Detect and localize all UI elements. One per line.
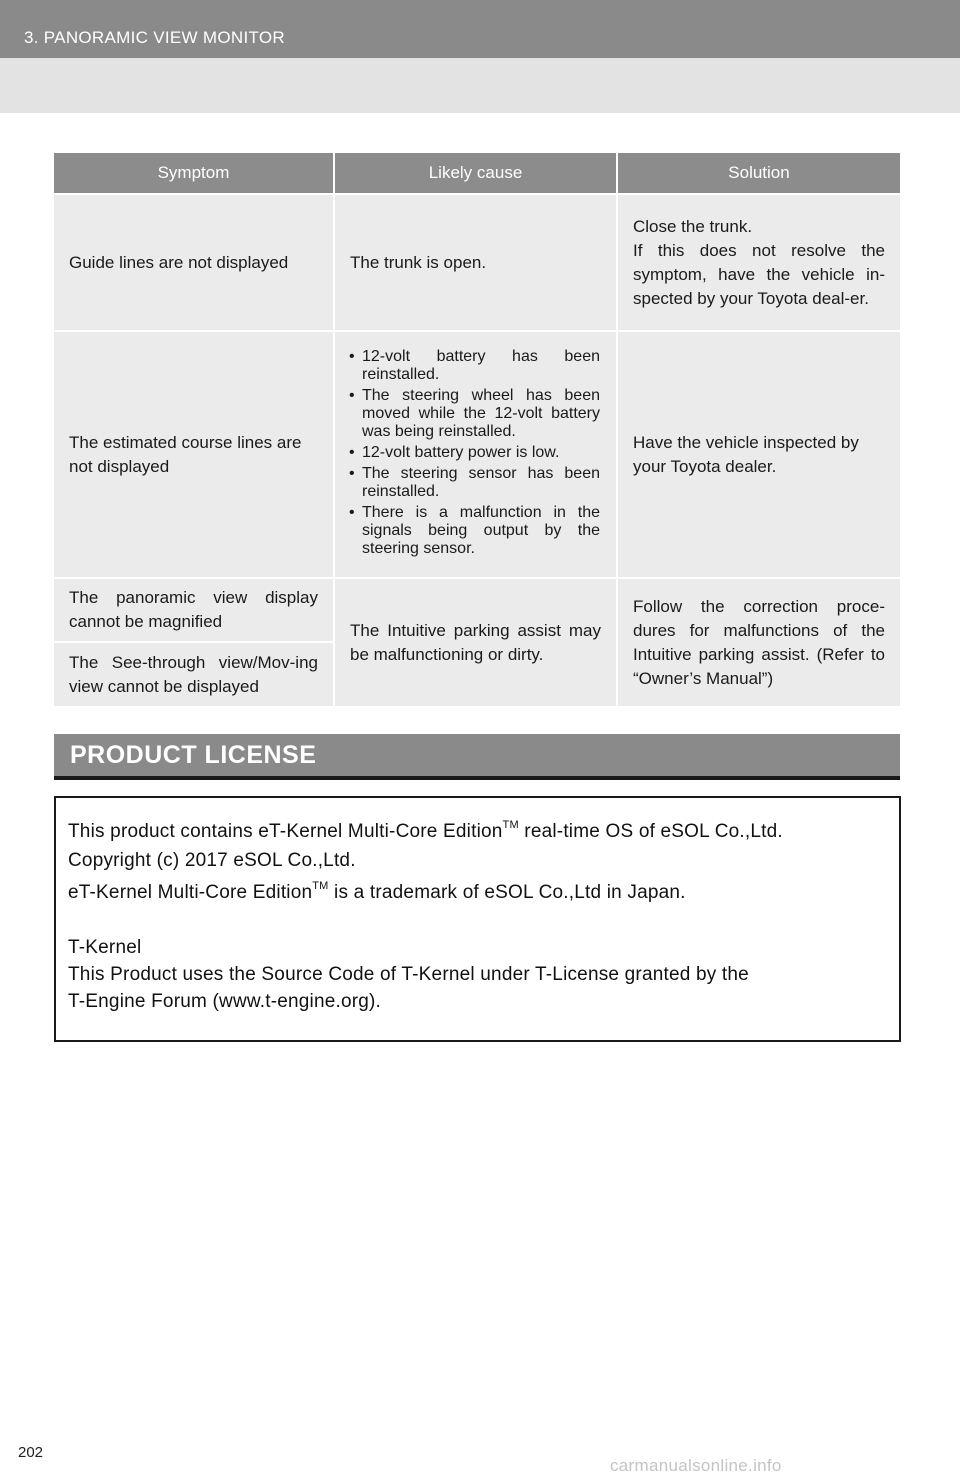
cause-cell: The trunk is open. bbox=[334, 194, 617, 331]
cause-cell bbox=[334, 331, 617, 578]
page-number: 202 bbox=[18, 1444, 44, 1461]
table-row bbox=[54, 194, 900, 331]
license-line: T-Kernel bbox=[68, 937, 142, 958]
cause-item: • 12-volt battery has been reinstalled. bbox=[349, 348, 600, 384]
header-subband bbox=[0, 58, 960, 113]
table-row bbox=[54, 578, 900, 642]
column-header-solution: Solution bbox=[617, 153, 900, 194]
symptom-cell: The panoramic view display cannot be magnified bbox=[54, 578, 334, 642]
symptom-cell: Guide lines are not displayed bbox=[54, 194, 334, 331]
solution-cell: Have the vehicle inspected by your Toyota dealer. bbox=[617, 331, 900, 578]
solution-line: If this does not resolve the symptom, have the vehicle in-spected by your Toyota deal-er. bbox=[633, 240, 885, 308]
watermark: carmanualsonline.info bbox=[610, 1456, 782, 1475]
table-header-row bbox=[54, 153, 900, 194]
table-row bbox=[54, 331, 900, 578]
cause-item: • 12-volt battery power is low. bbox=[349, 444, 600, 462]
section-heading: PRODUCT LICENSE bbox=[70, 741, 317, 769]
license-line: T-Engine Forum (www.t-engine.org). bbox=[68, 991, 382, 1012]
column-header-symptom: Symptom bbox=[54, 153, 334, 194]
section-title: 3. PANORAMIC VIEW MONITOR bbox=[24, 28, 285, 47]
symptom-cell: The estimated course lines are not displayed bbox=[54, 331, 334, 578]
header-band bbox=[0, 0, 960, 58]
solution-cell: Follow the correction proce-dures for malfunctions of the Intuitive parking assist. (Refer to “Owner’s Manual”) bbox=[617, 578, 900, 706]
solution-cell bbox=[617, 194, 900, 331]
cause-cell: The Intuitive parking assist may be malfunctioning or dirty. bbox=[334, 578, 617, 706]
cause-list bbox=[349, 348, 600, 558]
solution-line: Close the trunk. bbox=[633, 216, 753, 236]
cause-item: • There is a malfunction in the signals being output by the steering sensor. bbox=[349, 504, 600, 558]
section-heading-bar bbox=[54, 734, 900, 780]
cause-item: • The steering wheel has been moved while the 12-volt battery was being reinstalled. bbox=[349, 387, 600, 441]
license-line: Copyright (c) 2017 eSOL Co.,Ltd. bbox=[68, 850, 356, 871]
license-box bbox=[54, 796, 901, 1042]
license-line: This product contains eT-Kernel Multi-Core Edition™ real-time OS of eSOL Co.,Ltd. bbox=[68, 819, 783, 842]
symptom-cell: The See-through view/Mov-ing view cannot be displayed bbox=[54, 642, 334, 706]
license-line: This Product uses the Source Code of T-Kernel under T-License granted by the bbox=[68, 964, 749, 985]
cause-item: • The steering sensor has been reinstalled. bbox=[349, 465, 600, 501]
column-header-likely-cause: Likely cause bbox=[334, 153, 617, 194]
troubleshooting-table bbox=[54, 153, 900, 706]
license-line: eT-Kernel Multi-Core Edition™ is a trademark of eSOL Co.,Ltd in Japan. bbox=[68, 880, 686, 903]
